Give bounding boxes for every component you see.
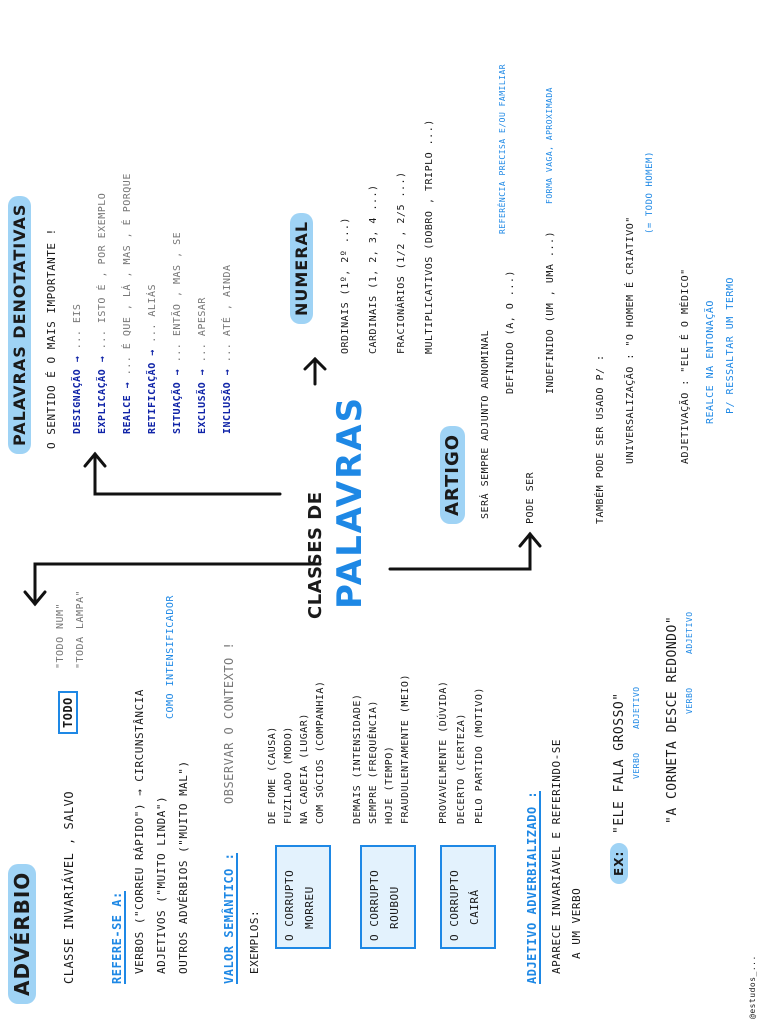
adverbio-title: ADVÉRBIO — [8, 864, 36, 1004]
adj-adv-text1: APARECE INVARIÁVEL E REFERINDO-SE — [550, 738, 563, 974]
adverbio-todo: TODO — [58, 691, 78, 734]
denotativas-item: REALCE → ... É QUE , LÁ , MAS , É PORQUE — [122, 173, 133, 434]
adj-adv-text2: A UM VERBO — [570, 887, 583, 959]
adverbio-todo-opt-2: NUM" — [55, 602, 66, 629]
adverbio-refere-title: REFERE-SE A: — [110, 891, 124, 984]
adverbio-valor-note: OBSERVAR O CONTEXTO ! — [222, 641, 236, 804]
artigo-adjet-note1: REALCE NA ENTONAÇÃO — [705, 300, 716, 424]
adverbio-valor-title: VALOR SEMÂNTICO : — [222, 852, 236, 984]
artigo-adjet-note2: P/ RESSALTAR UM TERMO — [725, 277, 736, 414]
denotativas-item: DESIGNAÇÃO → ... EIS — [72, 303, 83, 434]
adverbio-todo-opt-3: "TODA — [75, 636, 86, 669]
adverbio-adjetivos: ADJETIVOS ("MUITO LINDA") — [155, 795, 168, 974]
connector-denotativas — [95, 454, 280, 494]
denotativas-item: EXCLUSÃO → ... APESAR — [197, 297, 208, 434]
artigo-tambem: TAMBÉM PODE SER USADO P/ : — [595, 354, 606, 524]
example-2-item-4: FRAUDULENTAMENTE (MEIO) — [400, 674, 411, 824]
adverbio-todo-opt-4: LAMPA" — [75, 589, 86, 629]
adj-adv-ex-b: "A CORNETA DESCE REDONDO" — [665, 615, 680, 824]
artigo-adjet: ADJETIVAÇÃO : "ELE É O MÉDICO" — [680, 268, 691, 464]
artigo-univ-note: (= TODO HOMEM) — [645, 151, 655, 234]
example-1-item-1: DE FOME (CAUSA) — [267, 726, 278, 824]
adverbio-invariavel: CLASSE INVARIÁVEL , SALVO — [62, 790, 76, 984]
example-3-item-2: DECERTO (CERTEZA) — [456, 713, 467, 824]
example-2-box — [360, 845, 416, 949]
example-2-item-2: SEMPRE (FREQUÊNCIA) — [368, 700, 379, 824]
adverbio-verbos: VERBOS ("CORREU RÁPIDO") → CIRCUNSTÂNCIA — [133, 689, 146, 974]
numeral-item-2: CARDINAIS (1, 2, 3, 4 ...) — [368, 184, 379, 354]
artigo-definido-note: REFERÊNCIA PRECISA E/OU FAMILIAR — [498, 63, 507, 234]
adverbio-todo-opt-1: "TODO — [55, 636, 66, 669]
connector-artigo — [390, 534, 530, 569]
artigo-intro: SERÁ SEMPRE ADJUNTO ADNOMINAL — [480, 329, 491, 519]
adj-adv-ex-label: EX: — [610, 843, 628, 884]
artigo-indefinido-note: FORMA VAGA, APROXIMADA — [545, 87, 554, 204]
numeral-title: NUMERAL — [290, 213, 313, 324]
adj-adv-ex-a: "ELE FALA GROSSO" — [612, 692, 627, 834]
adj-adv-ex-b-tag-verbo: VERBO — [685, 687, 694, 714]
denotativas-item: EXPLICAÇÃO → ... ISTO É , POR EXEMPLO — [97, 192, 108, 434]
center-title-line2: PALAVRAS — [330, 395, 370, 609]
example-1-line2: MORREU — [303, 886, 316, 929]
denotativas-item: RETIFICAÇÃO → ... ALIÁS — [147, 284, 158, 434]
adj-adv-title: ADJETIVO ADVERBIALIZADO : — [525, 790, 539, 984]
example-1-item-3: NA CADEIA (LUGAR) — [299, 713, 310, 824]
example-2-line2: ROUBOU — [388, 886, 401, 929]
adverbio-outros: OUTROS ADVÉRBIOS ("MUITO MAL") — [177, 760, 190, 974]
numeral-item-4: MULTIPLICATIVOS (DOBRO , TRIPLO ...) — [424, 119, 435, 354]
example-3-item-3: PELO PARTIDO (MOTIVO) — [474, 687, 485, 824]
artigo-pode-ser: PODE SER — [525, 471, 536, 524]
example-2-item-3: HOJE (TEMPO) — [384, 745, 395, 824]
numeral-item-3: FRACIONÁRIOS (1/2 , 2/5 ...) — [396, 171, 407, 354]
artigo-univ: UNIVERSALIZAÇÃO : "O HOMEM É CRIATIVO" — [625, 216, 636, 464]
numeral-item-1: ORDINAIS (1º, 2º ...) — [340, 217, 351, 354]
example-3-line2: CAIRÁ — [468, 889, 481, 925]
example-3-line1: O CORRUPTO — [448, 869, 461, 941]
signature: @estudos_... — [748, 955, 757, 1019]
artigo-definido: DEFINIDO (A, O ...) — [505, 270, 516, 394]
denotativas-title: PALAVRAS DENOTATIVAS — [8, 196, 31, 454]
example-1-item-2: FUZILADO (MODO) — [283, 726, 294, 824]
example-1-box — [275, 845, 331, 949]
adverbio-intensificador: COMO INTENSIFICADOR — [165, 595, 176, 719]
denotativas-item: SITUAÇÃO → ... ENTÃO , MAS , SE — [172, 231, 183, 434]
example-3-box — [440, 845, 496, 949]
adj-adv-ex-a-tag-verbo: VERBO — [632, 752, 641, 779]
denotativas-item: INCLUSÃO → ... ATÉ , AINDA — [222, 264, 233, 434]
example-1-item-4: COM SÓCIOS (COMPANHIA) — [315, 680, 326, 824]
denotativas-intro: O SENTIDO É O MAIS IMPORTANTE ! — [45, 228, 58, 449]
artigo-title: ARTIGO — [440, 426, 465, 524]
adj-adv-ex-b-tag-adjetivo: ADJETIVO — [685, 611, 694, 654]
artigo-indefinido: INDEFINIDO (UM , UMA ...) — [545, 230, 556, 394]
example-1-line1: O CORRUPTO — [283, 869, 296, 941]
example-2-line1: O CORRUPTO — [368, 869, 381, 941]
adverbio-exemplos: EXEMPLOS: — [248, 909, 261, 974]
example-2-item-1: DEMAIS (INTENSIDADE) — [352, 693, 363, 824]
adj-adv-ex-a-tag-adjetivo: ADJETIVO — [632, 686, 641, 729]
center-title-line1: CLASSES DE — [305, 491, 326, 619]
example-3-item-1: PROVAVELMENTE (DÚVIDA) — [438, 680, 449, 824]
